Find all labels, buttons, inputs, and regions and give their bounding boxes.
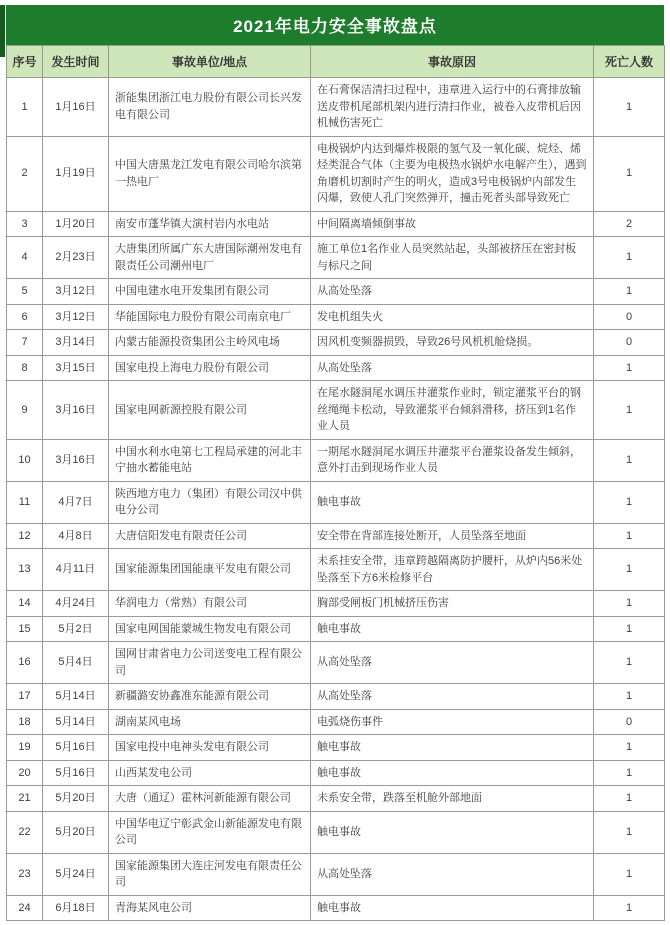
table-row (7, 304, 665, 330)
cell-index: 22 (7, 811, 43, 853)
cell-cause: 触电事故 (311, 811, 594, 853)
cell-unit: 国家电投中电神头发电有限公司 (109, 735, 311, 761)
cell-date: 5月14日 (43, 709, 109, 735)
cell-unit: 陕西地方电力（集团）有限公司汉中供电分公司 (109, 481, 311, 523)
cell-index: 20 (7, 760, 43, 786)
cell-unit: 国家能源集团大连庄河发电有限责任公司 (109, 853, 311, 895)
cell-date: 5月14日 (43, 684, 109, 710)
cell-deaths: 1 (594, 237, 665, 279)
cell-index: 11 (7, 481, 43, 523)
header-row (7, 46, 665, 78)
table-row (7, 549, 665, 591)
cell-unit: 国家能源集团国能康平发电有限公司 (109, 549, 311, 591)
cell-cause: 从高处坠落 (311, 853, 594, 895)
cell-cause: 未系安全带，跌落至机舱外部地面 (311, 786, 594, 812)
cell-deaths: 0 (594, 304, 665, 330)
cell-unit: 南安市蓬华镇大演村岩内水电站 (109, 211, 311, 237)
cell-cause: 在尾水隧洞尾水调压井灌浆作业时，锁定灌浆平台的钢丝绳绳卡松动，导致灌浆平台倾斜滑移，挤压到1名作业人员 (311, 381, 594, 440)
cell-unit: 山西某发电公司 (109, 760, 311, 786)
col-header-unit: 事故单位/地点 (109, 46, 311, 78)
cell-cause: 在石膏保洁清扫过程中，违章进入运行中的石膏排放输送皮带机尾部机架内进行清扫作业，被卷入皮带机后因机械伤害死亡 (311, 78, 594, 137)
cell-index: 9 (7, 381, 43, 440)
cell-unit: 国家电网国能蒙城生物发电有限公司 (109, 616, 311, 642)
cell-cause: 电弧烧伤事件 (311, 709, 594, 735)
cell-date: 5月2日 (43, 616, 109, 642)
table-row (7, 811, 665, 853)
cell-index: 13 (7, 549, 43, 591)
cell-index: 15 (7, 616, 43, 642)
cell-cause: 未系挂安全带，违章跨越隔离防护腰杆，从炉内56米处坠落至下方6米检修平台 (311, 549, 594, 591)
table-row (7, 709, 665, 735)
cell-date: 5月4日 (43, 642, 109, 684)
cell-date: 3月16日 (43, 381, 109, 440)
cell-index: 8 (7, 355, 43, 381)
cell-unit: 大唐信阳发电有限责任公司 (109, 523, 311, 549)
cell-date: 4月11日 (43, 549, 109, 591)
cell-date: 1月20日 (43, 211, 109, 237)
cell-date: 4月24日 (43, 591, 109, 617)
col-header-index: 序号 (7, 46, 43, 78)
col-header-deaths: 死亡人数 (594, 46, 665, 78)
cell-unit: 中国水利水电第七工程局承建的河北丰宁抽水蓄能电站 (109, 439, 311, 481)
cell-cause: 从高处坠落 (311, 279, 594, 305)
cell-cause: 施工单位1名作业人员突然站起，头部被挤压在密封板与标尺之间 (311, 237, 594, 279)
cell-unit: 湖南某风电场 (109, 709, 311, 735)
cell-index: 18 (7, 709, 43, 735)
table-row (7, 279, 665, 305)
table-row (7, 616, 665, 642)
cell-unit: 国家电投上海电力股份有限公司 (109, 355, 311, 381)
cell-deaths: 0 (594, 709, 665, 735)
cell-date: 6月18日 (43, 895, 109, 921)
cell-cause: 触电事故 (311, 895, 594, 921)
cell-date: 5月16日 (43, 760, 109, 786)
table-row (7, 523, 665, 549)
cell-deaths: 1 (594, 78, 665, 137)
cell-unit: 华润电力（常熟）有限公司 (109, 591, 311, 617)
table-row (7, 211, 665, 237)
cell-unit: 国家电网新源控股有限公司 (109, 381, 311, 440)
cell-cause: 从高处坠落 (311, 355, 594, 381)
cell-deaths: 1 (594, 136, 665, 211)
cell-deaths: 1 (594, 895, 665, 921)
cell-index: 2 (7, 136, 43, 211)
cell-index: 10 (7, 439, 43, 481)
cell-deaths: 2 (594, 211, 665, 237)
cell-cause: 触电事故 (311, 760, 594, 786)
table-row (7, 330, 665, 356)
table-row (7, 684, 665, 710)
accidents-table (6, 45, 665, 921)
cell-unit: 青海某风电公司 (109, 895, 311, 921)
cell-index: 1 (7, 78, 43, 137)
cell-deaths: 1 (594, 481, 665, 523)
cell-date: 5月20日 (43, 786, 109, 812)
cell-date: 5月20日 (43, 811, 109, 853)
table-row (7, 136, 665, 211)
cell-unit: 华能国际电力股份有限公司南京电厂 (109, 304, 311, 330)
cell-cause: 中间隔离墙倾倒事故 (311, 211, 594, 237)
cell-index: 16 (7, 642, 43, 684)
cell-cause: 从高处坠落 (311, 642, 594, 684)
cell-unit: 大唐（通辽）霍林河新能源有限公司 (109, 786, 311, 812)
cell-cause: 电极锅炉内达到爆炸极限的氢气及一氧化碳、烷烃、烯烃类混合气体（主要为电极热水锅炉水电解产生），遇到角磨机切割时产生的明火，造成3号电极锅炉内部发生闪爆，致使人孔门突然弹开，撞击死者头部导致死亡 (311, 136, 594, 211)
cell-date: 1月19日 (43, 136, 109, 211)
cell-date: 3月12日 (43, 304, 109, 330)
cell-index: 19 (7, 735, 43, 761)
cell-deaths: 1 (594, 381, 665, 440)
table-row (7, 786, 665, 812)
cell-cause: 一期尾水隧洞尾水调压井灌浆平台灌浆设备发生倾斜，意外打击到现场作业人员 (311, 439, 594, 481)
table-row (7, 381, 665, 440)
cell-date: 4月7日 (43, 481, 109, 523)
cell-deaths: 1 (594, 355, 665, 381)
cell-deaths: 1 (594, 760, 665, 786)
cell-deaths: 1 (594, 616, 665, 642)
table-row (7, 895, 665, 921)
cell-date: 4月8日 (43, 523, 109, 549)
cell-date: 3月14日 (43, 330, 109, 356)
cell-unit: 国网甘肃省电力公司送变电工程有限公司 (109, 642, 311, 684)
cell-date: 3月16日 (43, 439, 109, 481)
cell-index: 24 (7, 895, 43, 921)
cell-unit: 新疆潞安协鑫准东能源有限公司 (109, 684, 311, 710)
table-row (7, 591, 665, 617)
cell-deaths: 1 (594, 523, 665, 549)
cell-index: 3 (7, 211, 43, 237)
cell-cause: 胸部受闸板门机械挤压伤害 (311, 591, 594, 617)
cell-deaths: 1 (594, 439, 665, 481)
cell-date: 3月15日 (43, 355, 109, 381)
col-header-cause: 事故原因 (311, 46, 594, 78)
cell-deaths: 1 (594, 549, 665, 591)
cell-unit: 浙能集团浙江电力股份有限公司长兴发电有限公司 (109, 78, 311, 137)
cell-cause: 触电事故 (311, 735, 594, 761)
left-edge-strip (0, 5, 5, 57)
cell-index: 4 (7, 237, 43, 279)
cell-deaths: 1 (594, 642, 665, 684)
cell-unit: 中国华电辽宁彰武金山新能源发电有限公司 (109, 811, 311, 853)
table-row (7, 642, 665, 684)
cell-date: 5月16日 (43, 735, 109, 761)
cell-deaths: 1 (594, 735, 665, 761)
cell-deaths: 0 (594, 330, 665, 356)
cell-deaths: 1 (594, 786, 665, 812)
table-row (7, 853, 665, 895)
table-title: 2021年电力安全事故盘点 (6, 5, 664, 45)
cell-cause: 安全带在背部连接处断开，人员坠落至地面 (311, 523, 594, 549)
cell-index: 5 (7, 279, 43, 305)
cell-index: 21 (7, 786, 43, 812)
cell-unit: 内蒙古能源投资集团公主岭风电场 (109, 330, 311, 356)
table-row (7, 481, 665, 523)
col-header-date: 发生时间 (43, 46, 109, 78)
cell-cause: 发电机组失火 (311, 304, 594, 330)
cell-deaths: 1 (594, 853, 665, 895)
cell-cause: 触电事故 (311, 481, 594, 523)
cell-date: 1月16日 (43, 78, 109, 137)
cell-deaths: 1 (594, 684, 665, 710)
cell-deaths: 1 (594, 279, 665, 305)
cell-index: 6 (7, 304, 43, 330)
cell-deaths: 1 (594, 811, 665, 853)
cell-index: 23 (7, 853, 43, 895)
table-row (7, 439, 665, 481)
cell-cause: 触电事故 (311, 616, 594, 642)
table-row (7, 735, 665, 761)
table-row (7, 237, 665, 279)
cell-unit: 大唐集团所属广东大唐国际潮州发电有限责任公司潮州电厂 (109, 237, 311, 279)
table-row (7, 355, 665, 381)
cell-index: 7 (7, 330, 43, 356)
cell-date: 3月12日 (43, 279, 109, 305)
cell-cause: 因风机变频器损毁，导致26号风机机舱烧损。 (311, 330, 594, 356)
table-body (7, 78, 665, 921)
cell-unit: 中国大唐黑龙江发电有限公司哈尔滨第一热电厂 (109, 136, 311, 211)
table-row (7, 760, 665, 786)
cell-index: 12 (7, 523, 43, 549)
cell-unit: 中国电建水电开发集团有限公司 (109, 279, 311, 305)
cell-deaths: 1 (594, 591, 665, 617)
cell-date: 5月24日 (43, 853, 109, 895)
cell-index: 14 (7, 591, 43, 617)
cell-index: 17 (7, 684, 43, 710)
cell-date: 2月23日 (43, 237, 109, 279)
cell-cause: 从高处坠落 (311, 684, 594, 710)
table-row (7, 78, 665, 137)
